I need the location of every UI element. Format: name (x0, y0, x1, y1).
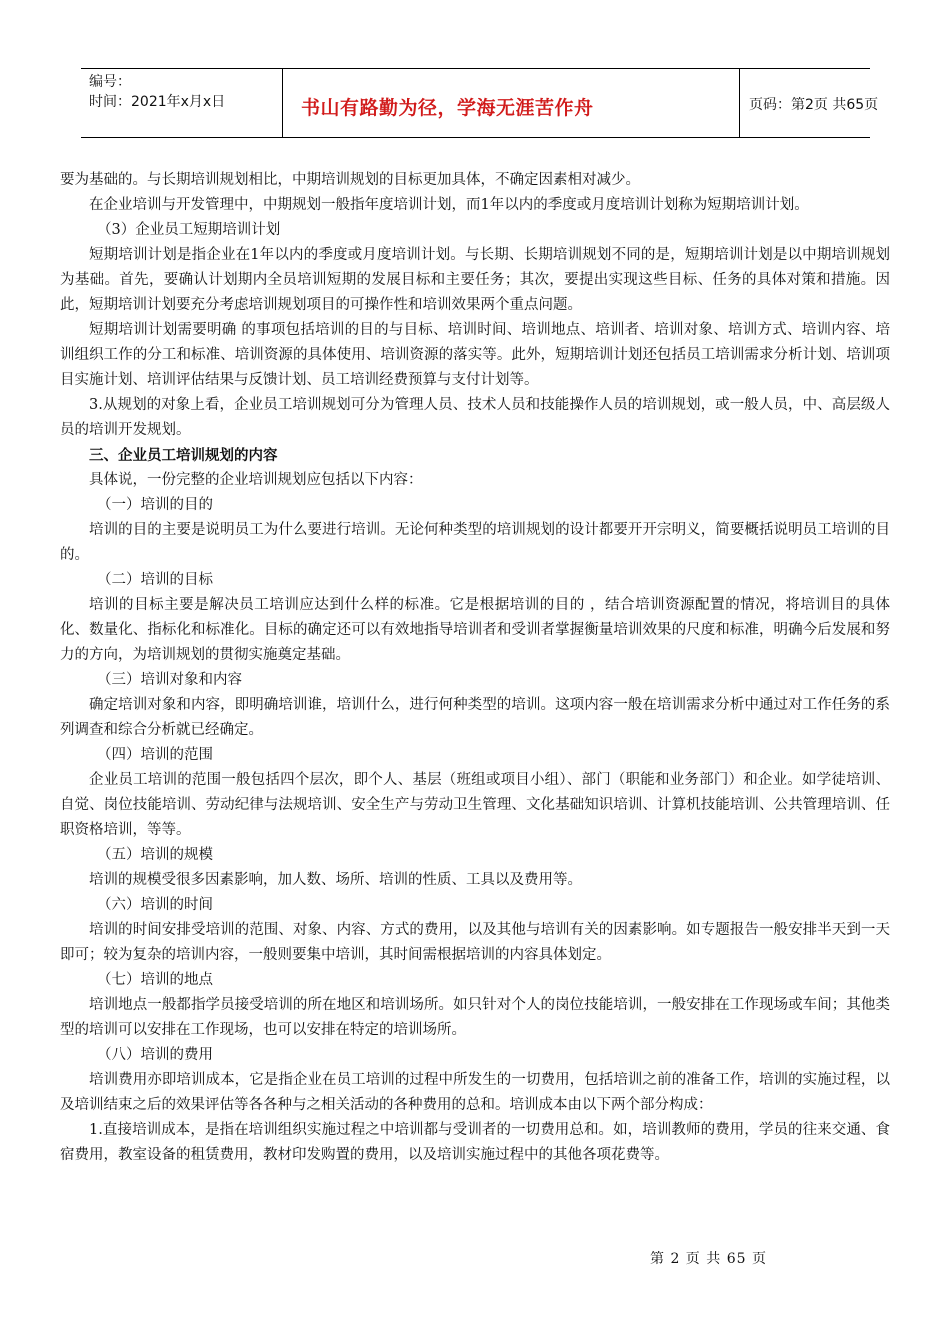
subsection-heading: （七）培训的地点 (97, 972, 213, 988)
subsection-heading: （四）培训的范围 (97, 747, 213, 763)
subsection-heading: （三）培训对象和内容 (97, 672, 242, 688)
document-header (81, 68, 879, 138)
paragraph: 短期培训计划需要明确 的事项包括培训的目的与目标、培训时间、培训地点、培训者、培训对象、培训方式、培训内容、培训组织工作的分工和标准、培训资源的具体使用、培训资源的落实等。此外，短期培训计划还包括员工培训需求分析计划、培训项目实施计划、培训评估结果与反馈计划、员工培训经费预算与支付计划等。 (60, 322, 890, 388)
motto-text: 书山有路勤为径，学海无涯苦作舟 (301, 97, 594, 119)
header-motto-cell (282, 69, 740, 137)
page-footer: 第 2 页 共 65 页 (650, 1251, 767, 1267)
header-info-cell (81, 69, 282, 137)
subsection-heading: （一）培训的目的 (97, 497, 213, 513)
paragraph: 具体说，一份完整的企业培训规划应包括以下内容： (89, 472, 423, 488)
subsection-heading: （六）培训的时间 (97, 897, 213, 913)
subsection-heading: （二）培训的目标 (97, 572, 213, 588)
section-heading: 三、企业员工培训规划的内容 (89, 447, 278, 464)
subsection-heading: （五）培训的规模 (97, 847, 213, 863)
subsection-heading: （八）培训的费用 (97, 1047, 213, 1063)
paragraph: 在企业培训与开发管理中，中期规划一般指年度培训计划，而1年以内的季度或月度培训计划称为短期培训计划。 (89, 197, 809, 213)
paragraph: 企业员工培训的范围一般包括四个层次，即个人、基层（班组或项目小组）、部门（职能和业务部门）和企业。如学徒培训、自觉、岗位技能培训、劳动纪律与法规培训、安全生产与劳动卫生管理、文化基础知识培训、计算机技能培训、公共管理培训、任职资格培训，等等。 (60, 772, 890, 838)
paragraph: 确定培训对象和内容，即明确培训谁，培训什么，进行何种类型的培训。这项内容一般在培训需求分析中通过对工作任务的系列调查和综合分析就已经确定。 (60, 697, 890, 738)
document-body (60, 168, 890, 1168)
paragraph: 短期培训计划是指企业在1年以内的季度或月度培训计划。与长期、长期培训规划不同的是，短期培训计划是以中期培训规划为基础。首先，要确认计划期内全员培训短期的发展目标和主要任务；其次，要提出实现这些目标、任务的具体对策和措施。因此，短期培训计划要充分考虑培训规划项目的可操作性和培训效果两个重点问题。 (60, 247, 890, 313)
page-code: 页码：第2页 共65页 (749, 97, 879, 113)
number-label: 编号： (89, 74, 131, 90)
paragraph: 要为基础的。与长期培训规划相比，中期培训规划的目标更加具体，不确定因素相对减少。 (60, 172, 640, 188)
subsection-heading: （3）企业员工短期培训计划 (97, 222, 281, 238)
paragraph: 培训的规模受很多因素影响，加人数、场所、培训的性质、工具以及费用等。 (89, 872, 582, 888)
paragraph: 培训的时间安排受培训的范围、对象、内容、方式的费用，以及其他与培训有关的因素影响。如专题报告一般安排半天到一天即可；较为复杂的培训内容，一般则要集中培训，其时间需根据培训的内容具体划定。 (60, 922, 890, 963)
paragraph: 培训的目的主要是说明员工为什么要进行培训。无论何种类型的培训规划的设计都要开开宗明义，简要概括说明员工培训的目的。 (60, 522, 890, 563)
paragraph: 1.直接培训成本，是指在培训组织实施过程之中培训都与受训者的一切费用总和。如，培训教师的费用，学员的往来交通、食宿费用，教室设备的租赁费用，教材印发购置的费用，以及培训实施过程中的其他各项花费等。 (60, 1122, 890, 1163)
header-page-cell (739, 69, 879, 137)
time-label: 时间：2021年x月x日 (89, 94, 226, 110)
paragraph: 3.从规划的对象上看，企业员工培训规划可分为管理人员、技术人员和技能操作人员的培训规划，或一般人员，中、高层级人员的培训开发规划。 (60, 397, 890, 438)
paragraph: 培训费用亦即培训成本，它是指企业在员工培训的过程中所发生的一切费用，包括培训之前的准备工作，培训的实施过程，以及培训结束之后的效果评估等各各种与之相关活动的各种费用的总和。培训成本由以下两个部分构成： (60, 1072, 890, 1113)
paragraph: 培训的目标主要是解决员工培训应达到什么样的标准。它是根据培训的目的 ，结合培训资源配置的情况，将培训目的具体化、数量化、指标化和标准化。目标的确定还可以有效地指导培训者和受训者掌握衡量培训效果的尺度和标准，明确今后发展和努力的方向，为培训规划的贯彻实施奠定基础。 (60, 597, 890, 663)
paragraph: 培训地点一般都指学员接受培训的所在地区和培训场所。如只针对个人的岗位技能培训，一般安排在工作现场或车间；其他类型的培训可以安排在工作现场，也可以安排在特定的培训场所。 (60, 997, 890, 1038)
